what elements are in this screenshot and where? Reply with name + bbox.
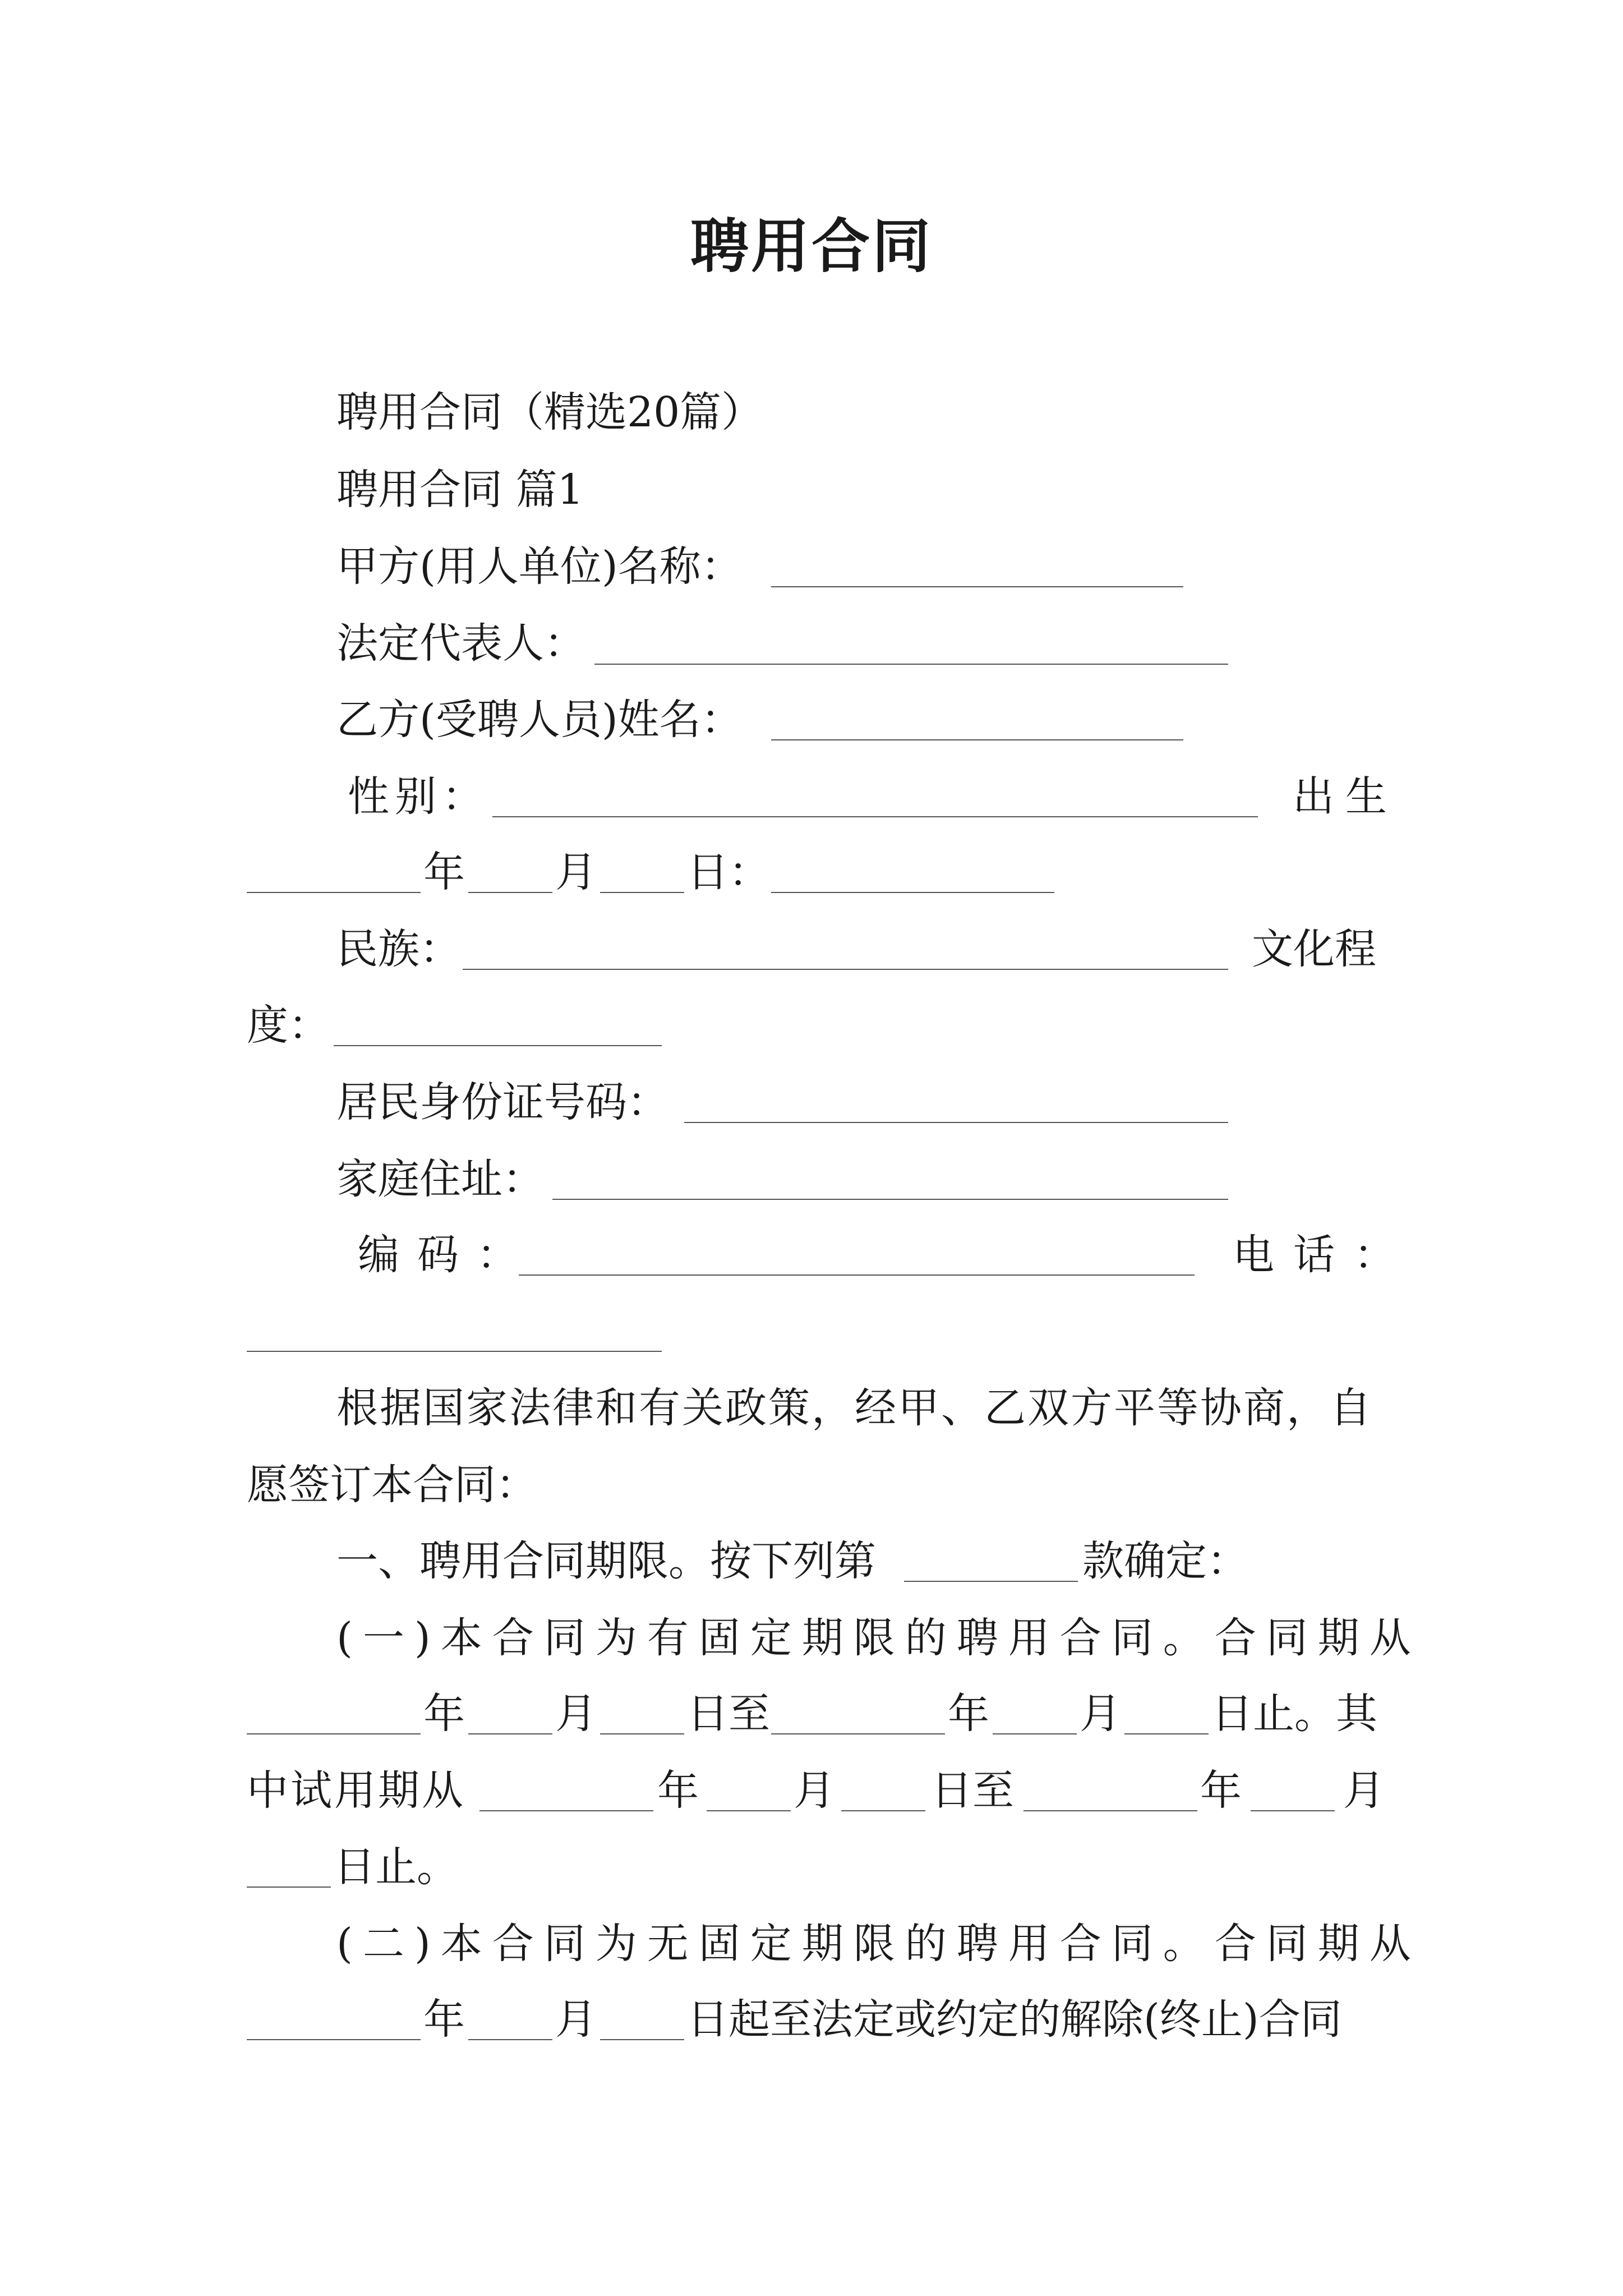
party-a-name-label: 甲方(用人单位)名称： (336, 542, 743, 591)
birth-extra-blank (771, 892, 1054, 893)
probation-end-month-blank (1251, 1810, 1335, 1811)
open-term-start-day-blank (600, 2039, 684, 2040)
open-term-clause-line-2: 日起至法定或约定的解除(终止)合同 (687, 1995, 1342, 2044)
term-clause-heading: 一、聘用合同期限。按下列第 (336, 1537, 876, 1585)
home-address-blank (552, 1199, 1228, 1200)
open-term-clause-line-1: (二)本合同为无固定期限的聘用合同。合同期从 (336, 1920, 1421, 1968)
probation-end-day-blank (247, 1887, 331, 1888)
ethnicity-label: 民族： (336, 925, 461, 973)
probation-end-year-label: 年 (1200, 1766, 1242, 1815)
fixed-term-end-month-blank (993, 1733, 1077, 1734)
fixed-term-start-year-blank (247, 1733, 421, 1734)
party-a-name-blank (771, 586, 1183, 587)
collection-heading: 聘用合同（精选20篇） (336, 388, 763, 436)
fixed-term-clause-line-1: (一)本合同为有固定期限的聘用合同。合同期从 (336, 1614, 1421, 1662)
party-b-name-label: 乙方(受聘人员)姓名： (336, 696, 743, 744)
fixed-term-end-label: 日止。其 (1211, 1690, 1377, 1738)
birth-day-blank (600, 892, 684, 893)
birth-month-label: 月 (555, 848, 597, 896)
fixed-term-end-year-label: 年 (948, 1690, 989, 1738)
probation-end-label: 日止。 (334, 1843, 458, 1891)
probation-end-month-label: 月 (1343, 1766, 1385, 1815)
term-clause-heading-end: 款确定： (1082, 1537, 1248, 1585)
fixed-term-start-day-blank (600, 1733, 684, 1734)
postcode-blank (519, 1274, 1195, 1276)
term-clause-choice-blank (904, 1581, 1078, 1582)
education-label-b: 度： (247, 1001, 330, 1050)
fixed-term-end-day-blank (1124, 1733, 1209, 1734)
phone-blank (247, 1351, 662, 1352)
fixed-term-start-month-blank (468, 1733, 552, 1734)
document-title: 聘用合同 (690, 211, 933, 280)
id-number-blank (684, 1122, 1228, 1123)
birth-label: 出生 (1293, 772, 1398, 821)
ethnicity-blank (463, 969, 1228, 970)
preamble-line-2: 愿签订本合同： (247, 1461, 537, 1509)
gender-label: 性别： (348, 772, 489, 821)
birth-year-label: 年 (423, 848, 465, 896)
fixed-term-end-year-blank (771, 1733, 945, 1734)
probation-end-year-blank (1023, 1810, 1197, 1811)
gender-blank (492, 816, 1258, 817)
party-b-name-blank (771, 739, 1183, 740)
preamble-line-1: 根据国家法律和有关政策，经甲、乙双方平等协商，自 (336, 1384, 1373, 1432)
open-term-start-month-label: 月 (555, 1995, 597, 2044)
birth-month-blank (468, 892, 552, 893)
probation-start-day-blank (841, 1810, 925, 1811)
education-blank (334, 1045, 662, 1046)
open-term-start-year-label: 年 (423, 1995, 465, 2044)
home-address-label: 家庭住址： (336, 1155, 544, 1203)
probation-to-label: 日至 (931, 1766, 1014, 1815)
fixed-term-to-label: 日至 (687, 1690, 770, 1738)
birth-day-label: 日： (687, 848, 770, 896)
birth-year-blank (247, 892, 421, 893)
phone-label: 电话： (1233, 1231, 1414, 1279)
legal-rep-label: 法定代表人： (336, 619, 585, 668)
section-heading: 聘用合同 篇1 (336, 466, 584, 514)
probation-start-year-blank (479, 1810, 653, 1811)
fixed-term-start-year-label: 年 (423, 1690, 465, 1738)
probation-start-year-label: 年 (657, 1766, 699, 1815)
probation-start-month-blank (707, 1810, 791, 1811)
open-term-start-month-blank (468, 2039, 552, 2040)
probation-start-month-label: 月 (794, 1766, 835, 1815)
open-term-start-year-blank (247, 2039, 421, 2040)
fixed-term-end-month-label: 月 (1080, 1690, 1121, 1738)
id-number-label: 居民身份证号码： (336, 1078, 668, 1126)
postcode-label: 编码： (358, 1231, 536, 1279)
education-label-a: 文化程 (1252, 925, 1376, 973)
legal-rep-blank (594, 664, 1228, 665)
probation-label: 中试用期从 (247, 1766, 465, 1815)
fixed-term-start-month-label: 月 (555, 1690, 597, 1738)
